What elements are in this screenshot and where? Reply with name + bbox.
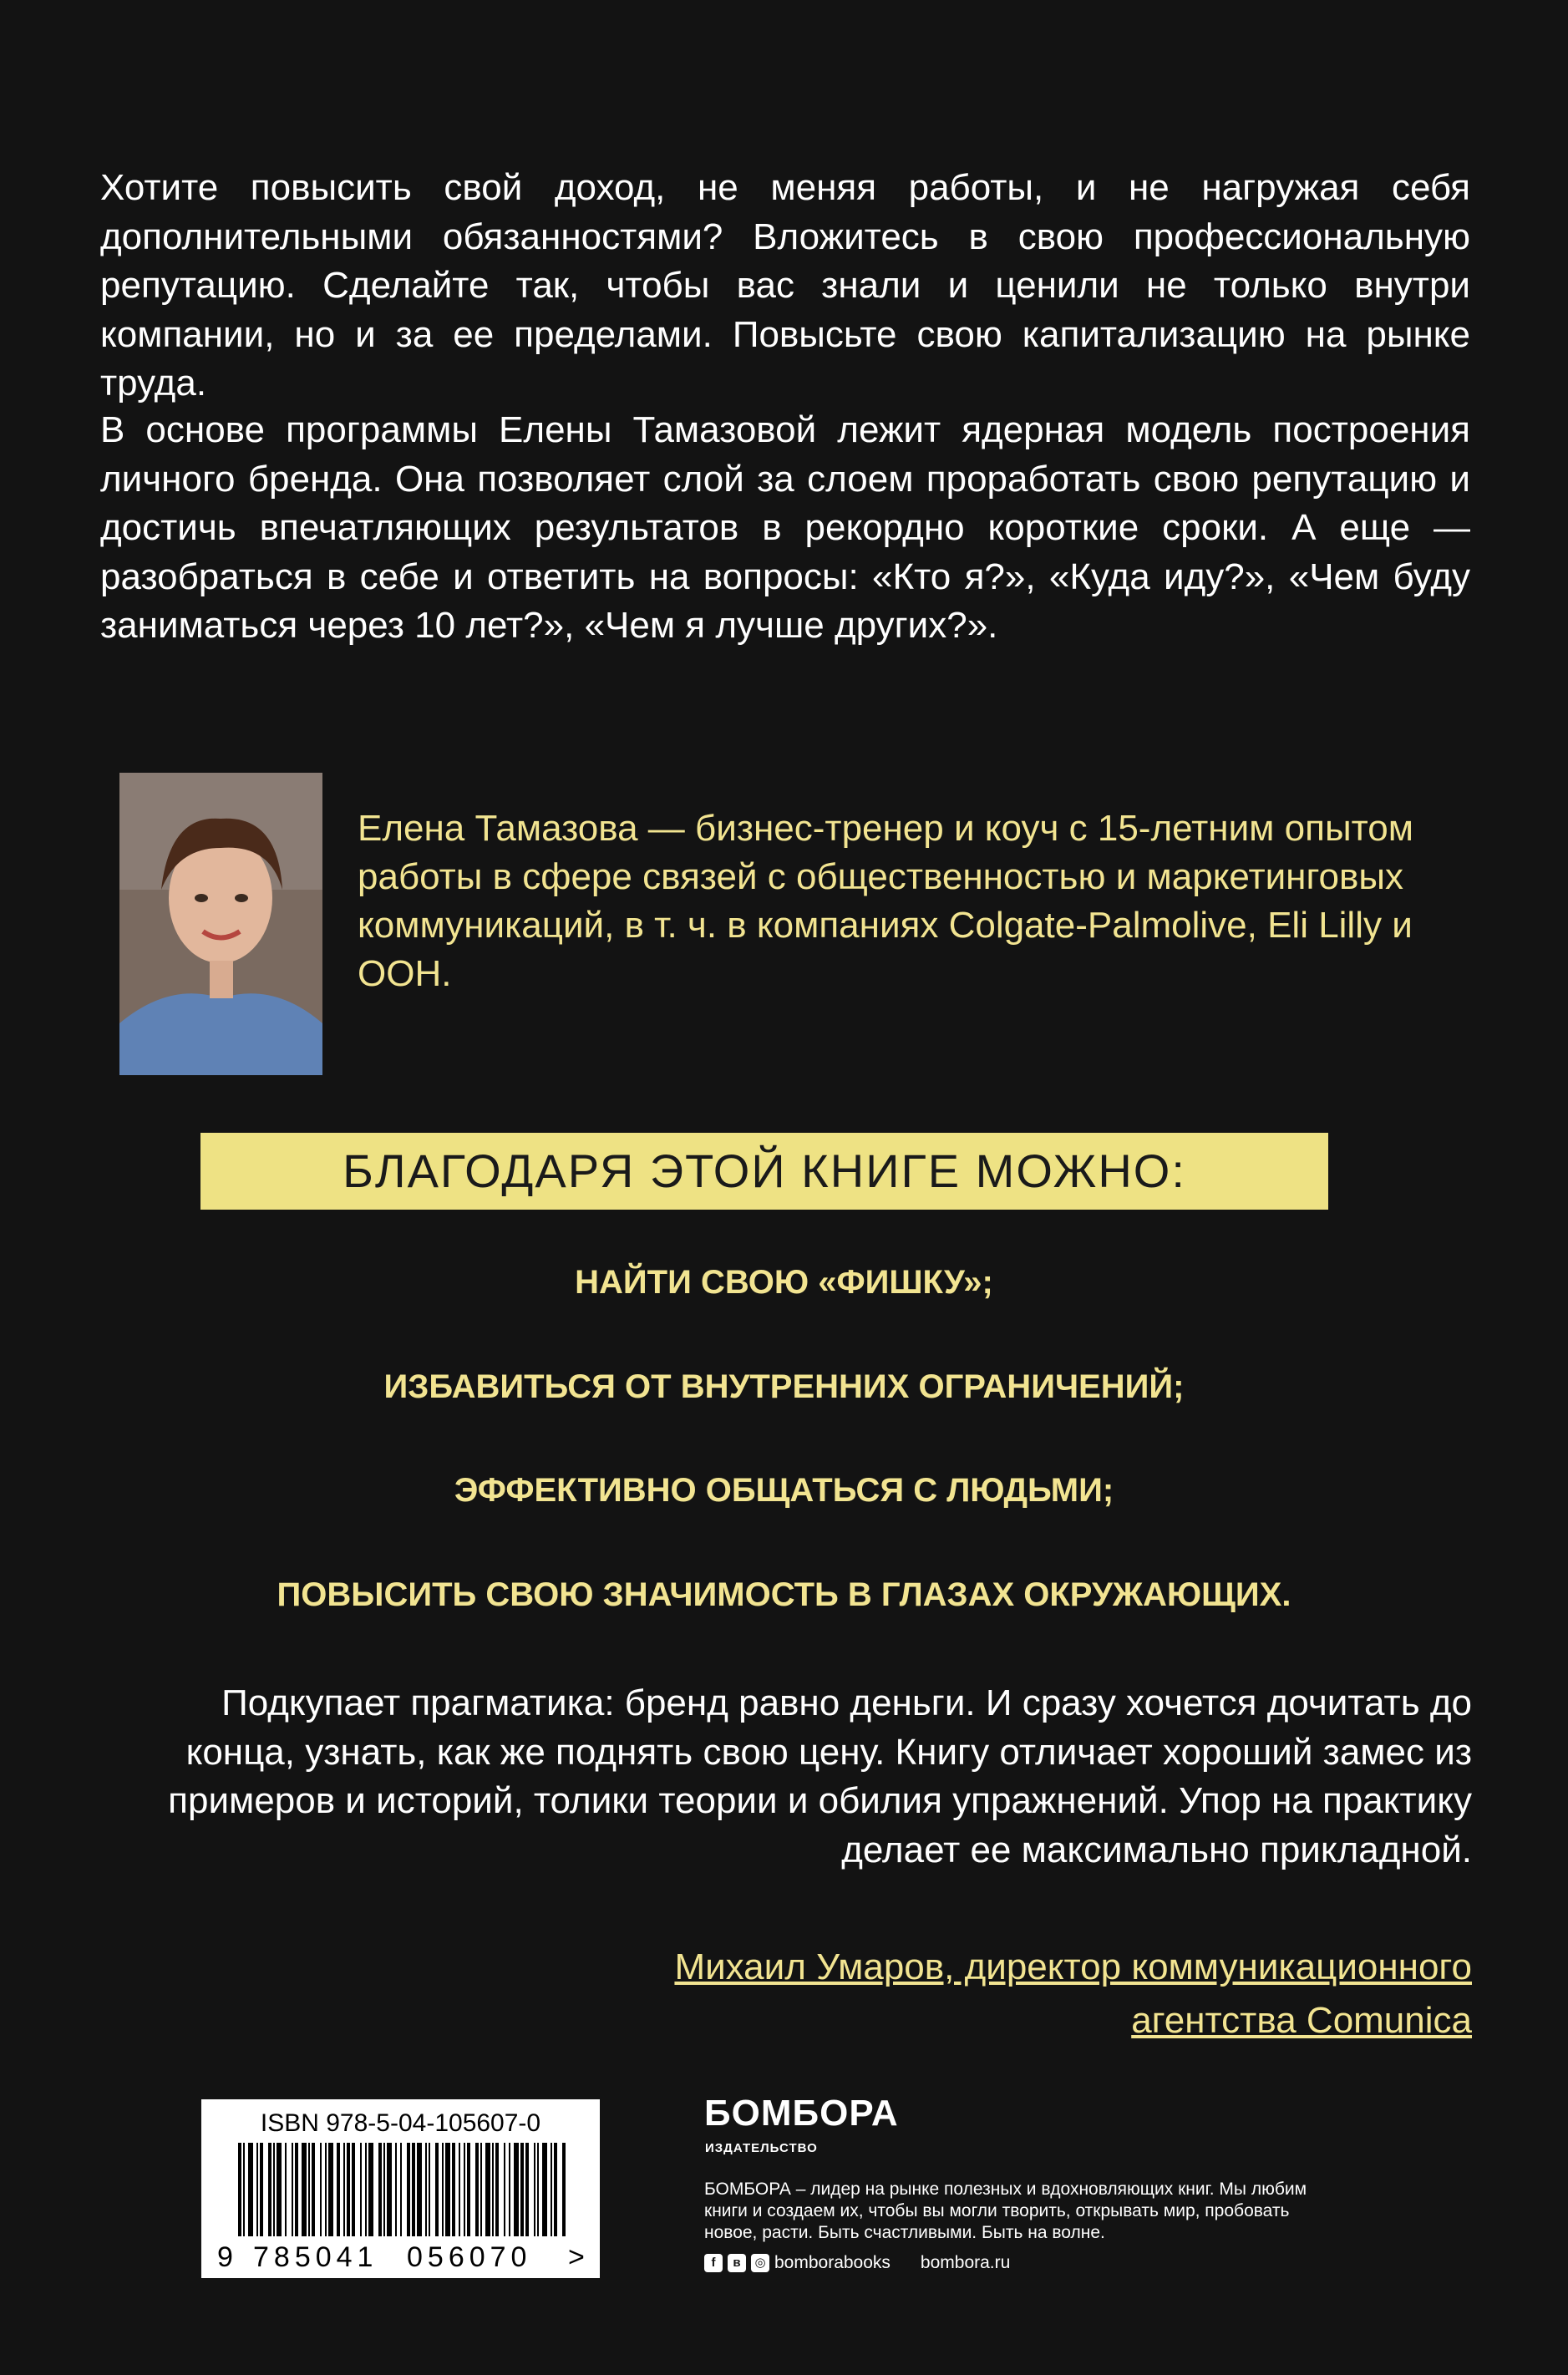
barcode-bar (387, 2143, 392, 2236)
barcode-bar (542, 2143, 547, 2236)
barcode-bar (514, 2143, 519, 2236)
barcode-bar (273, 2143, 275, 2236)
barcode-bar (368, 2143, 373, 2236)
barcode-bar (320, 2143, 322, 2236)
author-photo (119, 773, 322, 1075)
barcode-bar (452, 2143, 455, 2236)
barcode-bar (365, 2143, 367, 2236)
review-author (553, 1941, 1472, 2048)
barcode-bar (256, 2143, 258, 2236)
barcode-box (201, 2099, 600, 2278)
barcode-bar (295, 2143, 298, 2236)
barcode-bar (260, 2143, 263, 2236)
barcode-bar (509, 2143, 510, 2236)
benefits-banner: БЛАГОДАРЯ ЭТОЙ КНИГЕ МОЖНО: (200, 1133, 1328, 1210)
barcode-bar (495, 2143, 499, 2236)
barcode-bar (417, 2143, 422, 2236)
barcode-bar (248, 2143, 253, 2236)
barcode-bar (312, 2143, 315, 2236)
barcode-bar (302, 2143, 307, 2236)
benefit-item: ИЗБАВИТЬСЯ ОТ ВНУТРЕННИХ ОГРАНИЧЕНИЙ; (383, 1368, 1185, 1405)
barcode-digit-first: 9 (217, 2241, 233, 2272)
barcode-bar (412, 2143, 415, 2236)
barcode-bar (554, 2143, 557, 2236)
description-paragraph-1: Хотите повысить свой доход, не меняя работы, и не нагружая себя дополнительными обязанностями? Вложитесь в свою профессиональную репутацию. Сделайте так, чтобы вас знали и ценили не только внутри компании, но и за ее пределами. Повысьте свою капитализацию на рынке труда. (100, 167, 1470, 403)
review-author-line-2: агентства Comunica (1131, 2000, 1472, 2041)
benefit-item: ПОВЫСИТЬ СВОЮ ЗНАЧИМОСТЬ В ГЛАЗАХ ОКРУЖАЮЩИХ. (277, 1576, 1291, 1613)
barcode-bar (325, 2143, 327, 2236)
barcode-bar (395, 2143, 397, 2236)
barcode-bar (429, 2143, 430, 2236)
barcode-bar (485, 2143, 490, 2236)
barcode-bar (243, 2143, 245, 2236)
publisher-description: БОМБОРА – лидер на рынке полезных и вдохновляющих книг. Мы любим книги и создаем их, чтобы вы могли творить, открывать мир, пробовать новое, расти. Быть счастливыми. Быть на волне. (704, 2180, 1307, 2242)
barcode-bar (337, 2143, 340, 2236)
barcode-bar (492, 2143, 494, 2236)
review-author-line-1: Михаил Умаров, директор коммуникационного (674, 1946, 1472, 1987)
barcode-bar (328, 2143, 333, 2236)
social-handle[interactable]: bomborabooks (774, 2253, 891, 2272)
publisher-social (704, 2253, 1010, 2273)
barcode-bar (442, 2143, 444, 2236)
publisher-subtitle: ИЗДАТЕЛЬСТВО (705, 2141, 818, 2155)
facebook-icon[interactable]: f (704, 2254, 723, 2272)
barcode-bar (268, 2143, 271, 2236)
instagram-icon[interactable]: ◎ (751, 2254, 769, 2272)
barcode-bar (435, 2143, 439, 2236)
barcode-bar (407, 2143, 410, 2236)
barcode-bar (400, 2143, 402, 2236)
barcode-digits-right: 056070 (407, 2241, 532, 2272)
barcode-bar (480, 2143, 482, 2236)
barcode-bar (525, 2143, 529, 2236)
benefit-item: ЭФФЕКТИВНО ОБЩАТЬСЯ С ЛЮДЬМИ; (454, 1472, 1114, 1509)
author-bio: Елена Тамазова — бизнес-тренер и коуч с 15-летним опытом работы в сфере связей с общественностью и маркетинговых коммуникаций, в т. ч. в компаниях Colgate-Palmolive, Eli Lilly и ООН. (358, 808, 1413, 994)
publisher-website[interactable]: bombora.ru (920, 2253, 1011, 2272)
barcode-bar (551, 2143, 552, 2236)
barcode-bar (277, 2143, 282, 2236)
benefit-item: НАЙТИ СВОЮ «ФИШКУ»; (575, 1264, 993, 1301)
publisher-logo: БОМБОРА (704, 2093, 899, 2134)
barcode-bar (292, 2143, 293, 2236)
barcode-bar (352, 2143, 355, 2236)
barcode-bar (467, 2143, 470, 2236)
vk-icon[interactable]: в (728, 2254, 746, 2272)
barcode-bar (520, 2143, 524, 2236)
barcode-bar (383, 2143, 385, 2236)
barcode-bar (425, 2143, 427, 2236)
barcode-bar (562, 2143, 566, 2236)
barcode-digits-left: 785041 (253, 2241, 378, 2272)
barcode (213, 2143, 589, 2272)
barcode-bar (534, 2143, 535, 2236)
barcode-bar (238, 2143, 241, 2236)
barcode-bar (537, 2143, 539, 2236)
barcode-bar (285, 2143, 287, 2236)
barcode-bar (343, 2143, 345, 2236)
barcode-bar (459, 2143, 460, 2236)
barcode-bar (475, 2143, 479, 2236)
barcode-bar (378, 2143, 382, 2236)
barcode-bar (504, 2143, 505, 2236)
barcode-bar (464, 2143, 465, 2236)
barcode-bar (347, 2143, 350, 2236)
isbn-number: ISBN 978-5-04-105607-0 (260, 2109, 541, 2137)
description-paragraph-2: В основе программы Елены Тамазовой лежит ядерная модель построения личного бренда. Она позволяет слой за слоем проработать свою репутацию и достичь впечатляющих результатов в рекордно короткие сроки. А еще — разобраться в себе и ответить на вопросы: «Кто я?», «Куда иду?», «Чем буду заниматься через 10 лет?», «Чем я лучше других?». (100, 409, 1470, 646)
barcode-bar (445, 2143, 450, 2236)
barcode-arrow: > (568, 2241, 585, 2272)
barcode-bar (308, 2143, 310, 2236)
barcode-bar (360, 2143, 362, 2236)
review-quote: Подкупает прагматика: бренд равно деньги. И сразу хочется дочитать до конца, узнать, как же поднять свою цену. Книгу отличает хороший замес из примеров и историй, толики теории и обилия упражнений. Упор на практику делает ее максимально прикладной. (168, 1682, 1472, 1870)
